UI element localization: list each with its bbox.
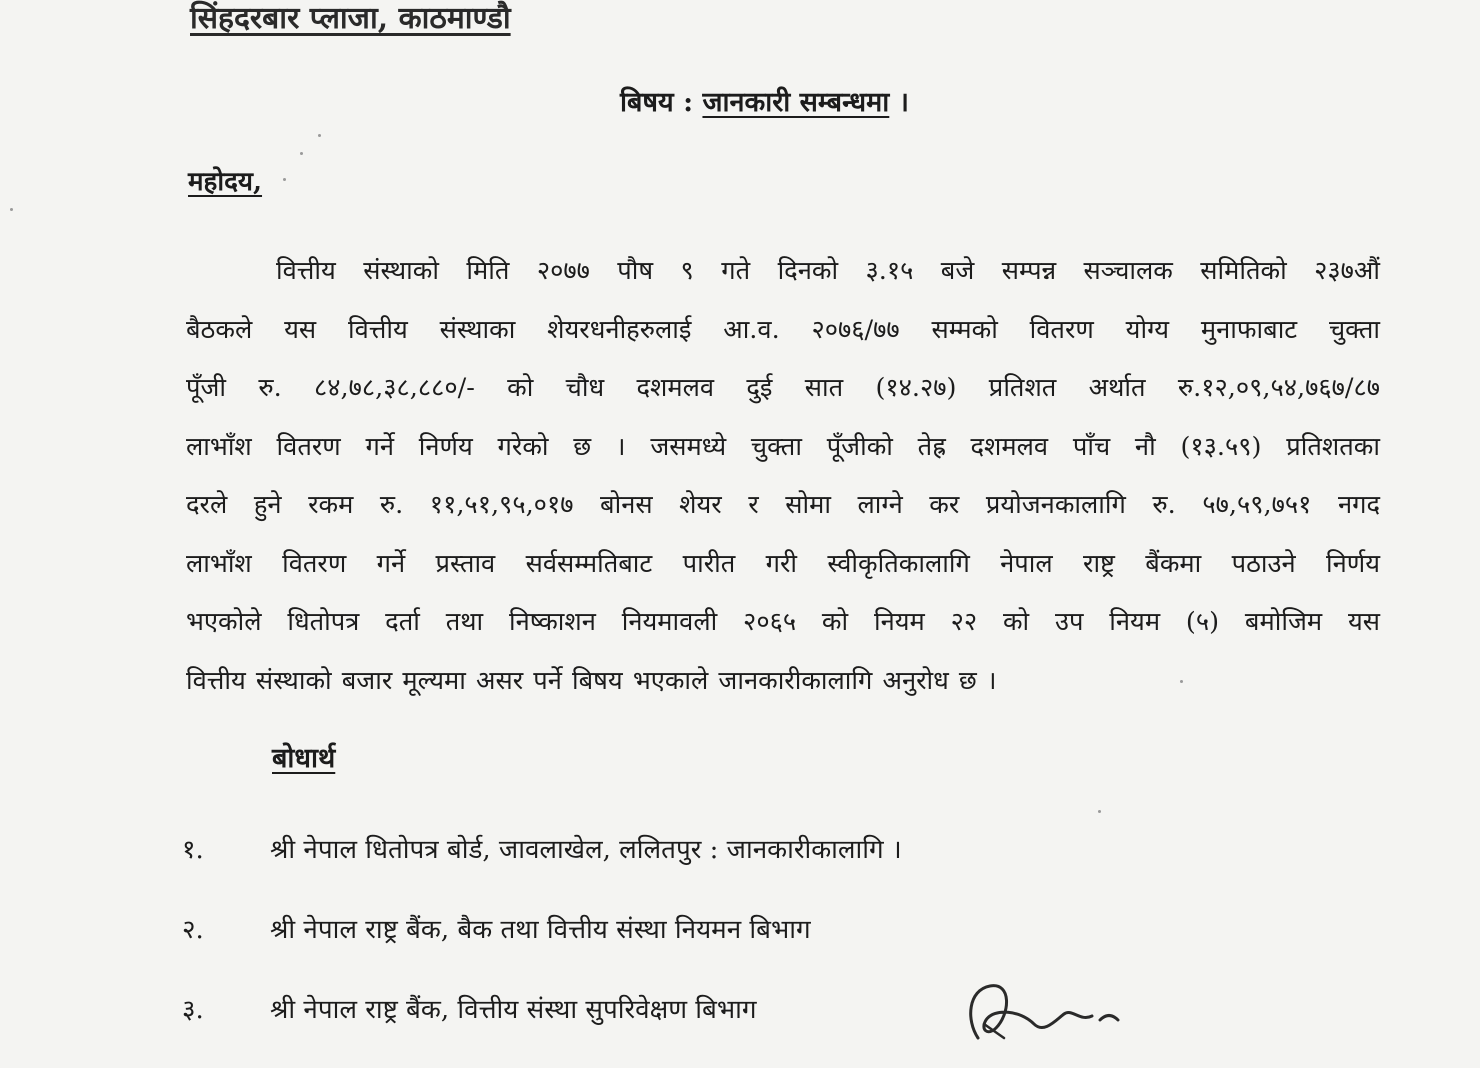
cc-number: २. (182, 915, 204, 945)
cc-text: श्री नेपाल राष्ट्र बैंक, बैक तथा वित्तीय संस्था नियमन बिभाग (270, 915, 811, 945)
bodhartha-heading: बोधार्थ (272, 743, 336, 774)
body-line: दरले हुने रकम रु. ११,५१,९५,०१७ बोनस शेयर र सोमा लाग्ने कर प्रयोजनकालागि रु. ५७,५९,७५१ नगद (186, 490, 1380, 520)
body-line: लाभाँश वितरण गर्ने प्रस्ताव सर्वसम्मतिबाट पारीत गरी स्वीकृतिकालागि नेपाल राष्ट्र बैंकमा पठाउने निर्णय (186, 548, 1380, 579)
body-line: वित्तीय संस्थाको मिति २०७७ पौष ९ गते दिनको ३.१५ बजे सम्पन्न सञ्चालक समितिको २३७औं (276, 256, 1380, 286)
address-line: सिंहदरबार प्लाजा, काठमाण्डौ (190, 1, 511, 36)
body-line: लाभाँश वितरण गर्ने निर्णय गरेको छ । जसमध्ये चुक्ता पूँजीको तेह्र दशमलव पाँच नौ (१३.५९) प्रतिशतका (186, 431, 1380, 462)
body-paragraph (186, 242, 1380, 710)
paper-speck (1098, 810, 1101, 813)
body-line: बैठकले यस वित्तीय संस्थाका शेयरधनीहरुलाई आ.व. २०७६/७७ सम्मको वितरण योग्य मुनाफाबाट चुक्ता (186, 314, 1380, 345)
paper-speck (283, 178, 286, 181)
paper-speck (1180, 680, 1183, 683)
cc-text: श्री नेपाल धितोपत्र बोर्ड, जावलाखेल, ललितपुर : जानकारीकालागि । (270, 835, 902, 865)
body-line: पूँजी रु. ८४,७८,३८,८८०/- को चौध दशमलव दुई सात (१४.२७) प्रतिशत अर्थात रु.१२,०९,५४,७६७/८७ (186, 373, 1380, 403)
signature-mark (960, 980, 1160, 1040)
subject-end: । (898, 87, 909, 118)
cc-number: १. (182, 835, 204, 865)
subject-line (620, 82, 909, 119)
paper-speck (300, 152, 303, 155)
body-line: वित्तीय संस्थाको बजार मूल्यमा असर पर्ने बिषय भएकाले जानकारीकालागि अनुरोध छ । (186, 665, 997, 696)
cc-text: श्री नेपाल राष्ट्र बैंक, वित्तीय संस्था सुपरिवेक्षण बिभाग (270, 995, 757, 1025)
paper-speck (10, 208, 13, 211)
salutation: महोदय, (188, 167, 263, 197)
subject-label: बिषय : (620, 87, 694, 118)
body-line: भएकोले धितोपत्र दर्ता तथा निष्काशन नियमावली २०६५ को नियम २२ को उप नियम (५) बमोजिम यस (186, 607, 1380, 637)
paper-speck (318, 134, 321, 137)
cc-number: ३. (182, 995, 204, 1025)
subject-text: जानकारी सम्बन्धमा (702, 87, 890, 118)
